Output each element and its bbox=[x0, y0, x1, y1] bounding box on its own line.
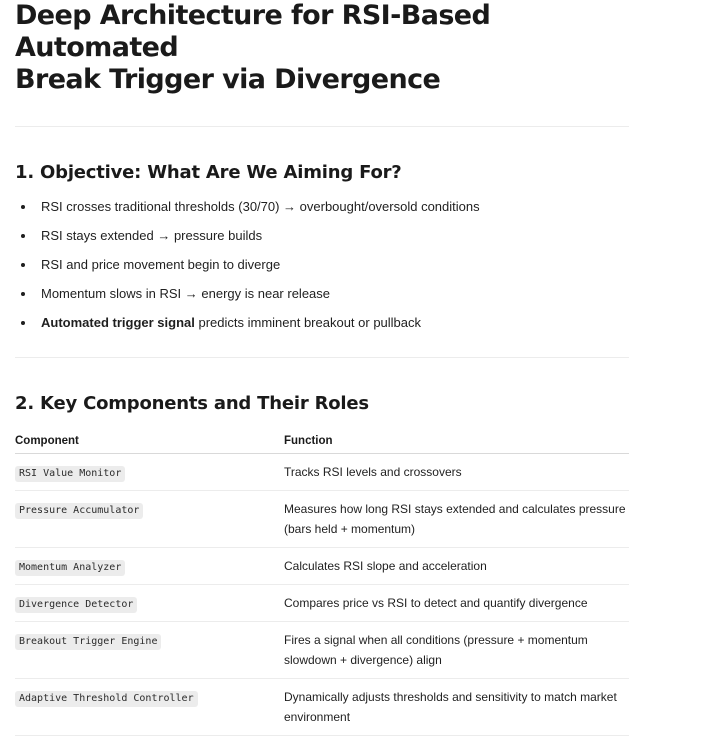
function-cell: Fires a signal when all conditions (pressure + momentum slowdown + divergence) align bbox=[284, 622, 629, 679]
component-cell bbox=[15, 585, 284, 622]
section-1-heading: 1. Objective: What Are We Aiming For? bbox=[15, 162, 402, 183]
list-item-text: RSI stays extended → pressure builds bbox=[41, 228, 263, 243]
component-name-code: Breakout Trigger Engine bbox=[15, 634, 161, 650]
document-content bbox=[15, 0, 629, 736]
list-item-text: RSI crosses traditional thresholds (30/70) → overbought/oversold conditions bbox=[41, 199, 480, 214]
component-cell bbox=[15, 679, 284, 736]
bullet-dot-icon bbox=[21, 321, 25, 325]
table-row bbox=[15, 454, 629, 491]
divider bbox=[15, 357, 629, 358]
component-name-code: RSI Value Monitor bbox=[15, 466, 125, 482]
table-row bbox=[15, 622, 629, 679]
bullet-dot-icon bbox=[21, 292, 25, 296]
list-item bbox=[15, 228, 629, 244]
section-2-heading: 2. Key Components and Their Roles bbox=[15, 393, 369, 414]
components-table-body bbox=[15, 454, 629, 736]
column-header-function: Function bbox=[284, 435, 629, 454]
component-name-code: Pressure Accumulator bbox=[15, 503, 143, 519]
list-item-text: RSI and price movement begin to diverge bbox=[41, 257, 281, 272]
list-item-bold-text: Automated trigger signal bbox=[41, 315, 195, 330]
component-name-code: Adaptive Threshold Controller bbox=[15, 691, 198, 707]
component-cell bbox=[15, 622, 284, 679]
component-cell bbox=[15, 548, 284, 585]
components-table bbox=[15, 435, 629, 736]
table-row bbox=[15, 548, 629, 585]
list-item bbox=[15, 257, 629, 273]
divider bbox=[15, 126, 629, 127]
list-item bbox=[15, 286, 629, 302]
bullet-dot-icon bbox=[21, 263, 25, 267]
function-cell: Measures how long RSI stays extended and calculates pressure (bars held + momentum) bbox=[284, 491, 629, 548]
component-cell bbox=[15, 491, 284, 548]
list-item-text: Momentum slows in RSI → energy is near release bbox=[41, 286, 331, 301]
table-header-row bbox=[15, 435, 629, 454]
component-name-code: Divergence Detector bbox=[15, 597, 137, 613]
component-cell bbox=[15, 454, 284, 491]
bullet-dot-icon bbox=[21, 234, 25, 238]
page-title-line-1: Deep Architecture for RSI-Based Automated bbox=[15, 0, 491, 63]
function-cell: Compares price vs RSI to detect and quantify divergence bbox=[284, 585, 629, 622]
component-name-code: Momentum Analyzer bbox=[15, 560, 125, 576]
function-cell: Calculates RSI slope and acceleration bbox=[284, 548, 629, 585]
function-cell: Tracks RSI levels and crossovers bbox=[284, 454, 629, 491]
table-row bbox=[15, 585, 629, 622]
table-row bbox=[15, 491, 629, 548]
list-item bbox=[15, 199, 629, 215]
bullet-dot-icon bbox=[21, 205, 25, 209]
table-row bbox=[15, 679, 629, 736]
list-item-text: predicts imminent breakout or pullback bbox=[194, 315, 422, 330]
page-title-line-2: Break Trigger via Divergence bbox=[15, 64, 441, 95]
column-header-component: Component bbox=[15, 435, 284, 454]
function-cell: Dynamically adjusts thresholds and sensitivity to match market environment bbox=[284, 679, 629, 736]
list-item bbox=[15, 315, 629, 331]
page-title bbox=[15, 0, 629, 96]
objective-list bbox=[15, 199, 629, 331]
